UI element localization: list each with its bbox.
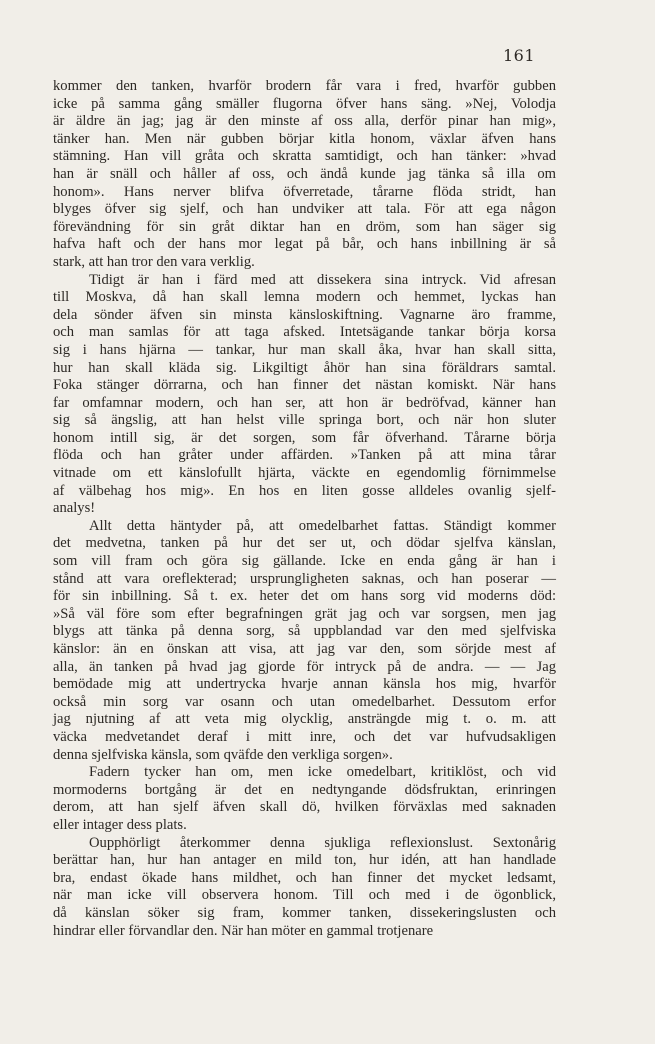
paragraph xyxy=(53,518,556,764)
body-text xyxy=(53,78,556,940)
text-line: kommer den tanken, hvarför brodern får vara i fred, hvarför gubben xyxy=(53,78,556,94)
paragraph xyxy=(53,272,556,518)
text-line: far omfamnar modern, och han ser, att hon är bedröfvad, känner han xyxy=(53,394,556,411)
text-line: och man samlas för att taga afsked. Intetsägande tankar börja korsa xyxy=(53,324,556,341)
text-line: berättar han, hur han antager en mild ton, hur idén, att han handlade xyxy=(53,852,556,869)
text-line: vitnade om ett känslofullt hjärta, väckte en egendomlig förnimmelse xyxy=(53,465,556,482)
text-line: jag njutning af att veta mig olycklig, ansträngde mig t. o. m. att xyxy=(53,711,556,728)
text-line: för sin inbillning. Så t. ex. heter det om hans sorg vid moderns död: xyxy=(53,588,556,605)
text-line: känslor: än en önskan att visa, att jag var den, som sörjde mest af xyxy=(53,641,556,657)
text-line: då känslan söker sig fram, kommer tanken, dissekeringslusten och xyxy=(53,904,556,921)
text-line: Tidigt är han i färd med att dissekera sina intryck. Vid afresan xyxy=(89,271,556,288)
text-line: när man icke vill observera honom. Till och med i de ögonblick, xyxy=(53,887,556,904)
paragraph xyxy=(53,835,556,941)
text-line: sig så ängslig, att han helst ville springa bort, och när hon sluter xyxy=(53,412,556,429)
text-line: eller intager dess plats. xyxy=(53,816,187,833)
text-line: »Så väl före som efter begrafningen grät jag och var sorgsen, men jag xyxy=(53,605,556,622)
text-line: af välbehag hos mig». En hos en liten gosse alldeles ovanlig sjelf- xyxy=(53,482,556,499)
text-line: hindrar eller förvandlar den. När han möter en gammal trotjenare xyxy=(53,922,434,939)
paragraph xyxy=(53,764,556,834)
text-line: är äldre än jag; jag är den minste af oss alla, derför pinar han mig», xyxy=(53,113,556,130)
text-line: blyges öfver sig sjelf, och han undviker att tala. För att ega någon xyxy=(53,201,556,218)
text-line: stämning. Han vill gråta och skratta samtidigt, och han tänker: »hvad xyxy=(53,148,556,165)
text-line: icke på samma gång smäller flugorna öfver hans säng. »Nej, Volodja xyxy=(53,95,556,112)
text-line: mormoderns bortgång är det en nedtyngande dödsfruktan, erinringen xyxy=(53,781,556,798)
text-line: derom, att han sjelf äfven skall dö, hvilken förväxlas med saknaden xyxy=(53,799,556,816)
text-line: Oupphörligt återkommer denna sjukliga reflexionslust. Sextonårig xyxy=(89,834,556,851)
text-line: flöda och han gråter under affärden. »Tanken på att mina tårar xyxy=(53,447,556,464)
text-line: stånd att vara oreflekterad; ursprungligheten saknas, och han poserar — xyxy=(53,570,556,587)
text-line: blygs att tänka på denna sorg, så uppblandad var den med sjelfviska xyxy=(53,623,556,640)
text-line: denna sjelfviska känsla, som qväfde den verkliga sorgen». xyxy=(53,746,393,763)
text-line: också min sorg var osann och utan omedelbarhet. Dessutom erfor xyxy=(53,693,556,710)
text-line: väcka medvetandet deraf i mitt inre, och det var hufvudsakligen xyxy=(53,728,556,745)
text-line: hafva haft och der hans mor legat på bår, och hans inbillning är så xyxy=(53,236,556,253)
text-line: Fadern tycker han om, men icke omedelbart, kritiklöst, och vid xyxy=(89,764,556,781)
text-line: bra, endast ökade hans mildhet, och han finner det mycket ledsamt, xyxy=(53,869,556,886)
text-line: Allt detta häntyder på, att omedelbarhet fattas. Ständigt kommer xyxy=(89,517,556,534)
text-line: stark, att han tror den vara verklig. xyxy=(53,253,255,270)
text-line: honom». Hans nerver blifva öfverretade, tårarne flöda stridt, han xyxy=(53,183,556,200)
text-line: analys! xyxy=(53,500,96,517)
text-line: som vill fram och göra sig gällande. Icke en enda gång är han i xyxy=(53,553,556,570)
text-line: sig i hans hjärna — tankar, hur man skall åka, hvar han skall sitta, xyxy=(53,341,556,358)
text-line: Foka stänger dörrarna, och han finner det nästan komiskt. När hans xyxy=(53,377,556,394)
page-number: 161 xyxy=(503,46,536,65)
text-line: bemödade mig att undertrycka hvarje annan känsla hos mig, hvarför xyxy=(53,676,556,693)
paragraph xyxy=(53,78,556,272)
text-line: till Moskva, då han skall lemna modern och hemmet, lyckas han xyxy=(53,289,556,306)
text-line: honom intill sig, är det sorgen, som får öfverhand. Tårarne börja xyxy=(53,429,556,446)
text-line: dela sönder äfven sin minsta känsloskiftning. Vagnarne äro framme, xyxy=(53,306,556,323)
text-line: hur han skall kläda sig. Likgiltigt åhör han sina föräldrars samtal. xyxy=(53,359,556,376)
text-line: tänker han. Men när gubben börjar kitla honom, växlar äfven hans xyxy=(53,130,556,147)
text-line: han är snäll och håller af oss, och ändå kunde jag tänka så illa om xyxy=(53,165,556,182)
text-line: förevändning för sin gråt diktar han en dröm, som han säger sig xyxy=(53,218,556,235)
text-line: det medvetna, tanken på hur det ser ut, och dödar sjelfva känslan, xyxy=(53,535,556,552)
text-line: alla, än tanken på hvad jag gjorde för intryck på de andra. — — Jag xyxy=(53,658,556,675)
